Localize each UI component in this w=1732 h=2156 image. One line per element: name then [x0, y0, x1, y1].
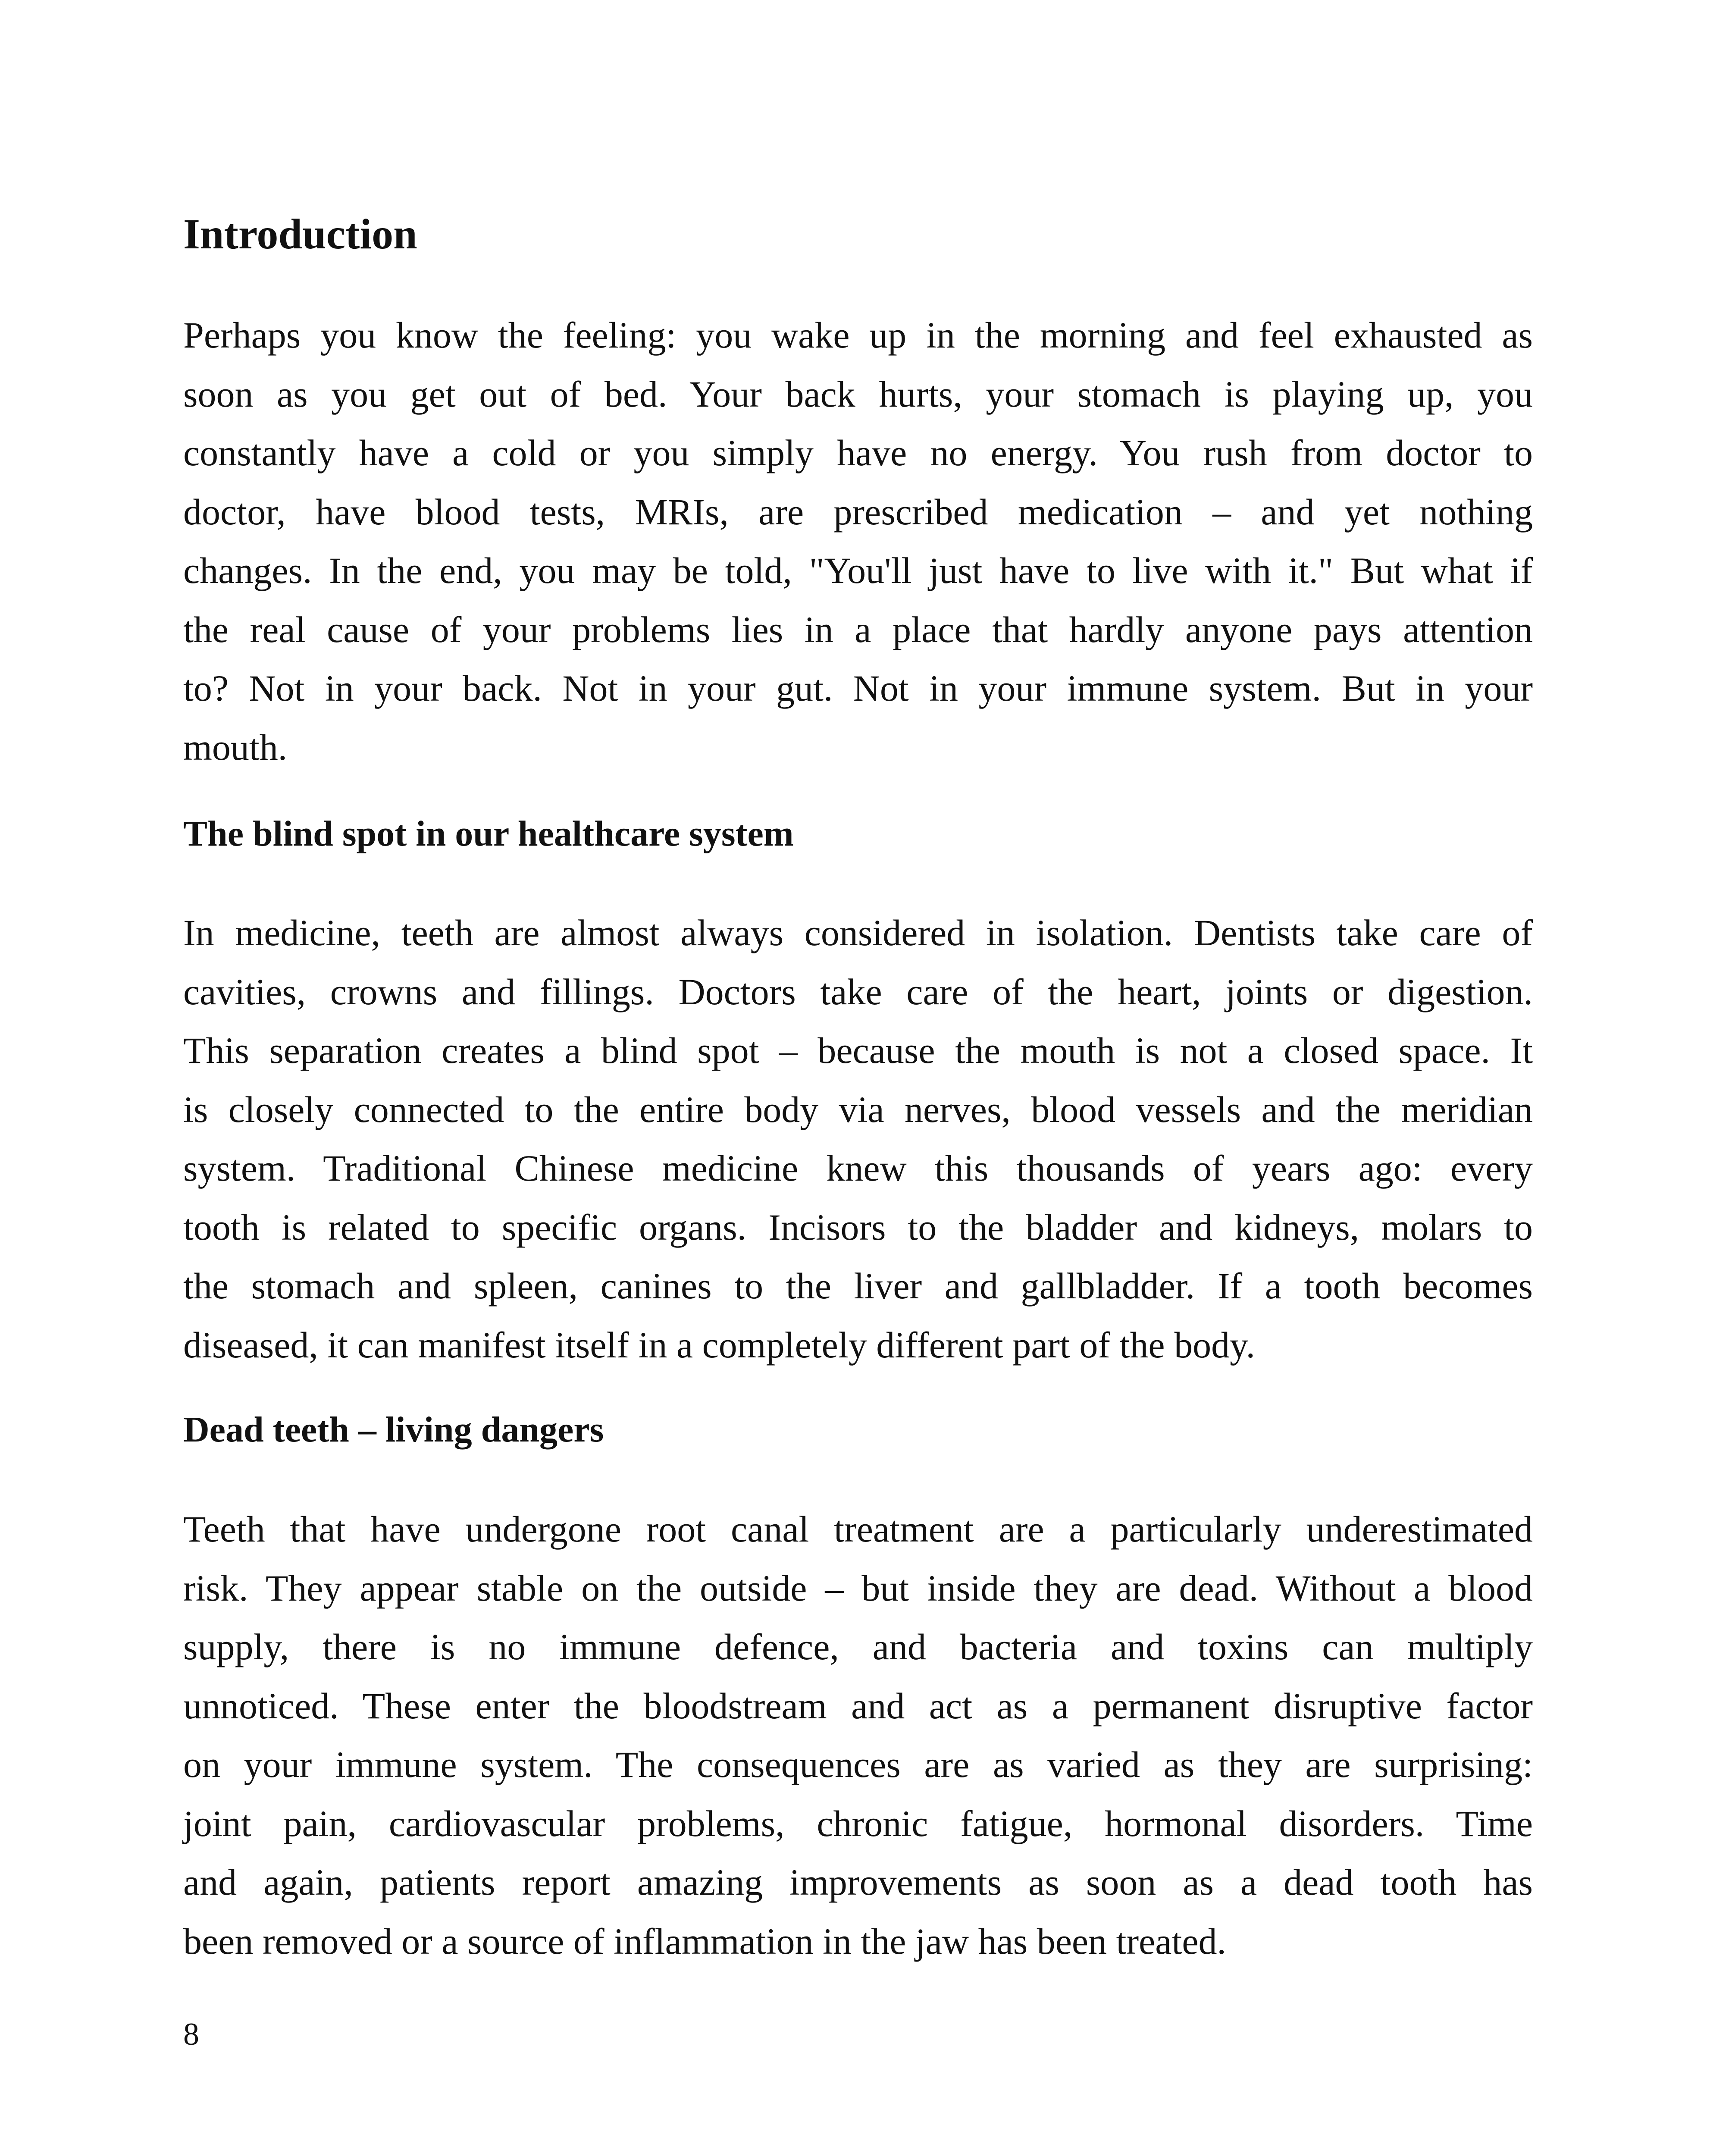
text-line: mouth.	[183, 726, 288, 768]
text-line: In medicine, teeth are almost always considered in isolation. Dentists take care of	[183, 912, 1533, 953]
text-line: on your immune system. The consequences are as varied as they are surprising:	[183, 1744, 1533, 1785]
text-line: changes. In the end, you may be told, "You'll just have to live with it." But what if	[183, 550, 1533, 591]
text-line: soon as you get out of bed. Your back hurts, your stomach is playing up, you	[183, 373, 1533, 415]
text-line: Perhaps you know the feeling: you wake up in the morning and feel exhausted as	[183, 314, 1533, 356]
text-line: been removed or a source of inflammation in the jaw has been treated.	[183, 1920, 1227, 1962]
text-line: the real cause of your problems lies in a place that hardly anyone pays attention	[183, 608, 1533, 650]
paragraph-blind-spot	[183, 903, 1533, 1374]
text-line: is closely connected to the entire body via nerves, blood vessels and the meridian	[183, 1088, 1533, 1130]
text-line: constantly have a cold or you simply have no energy. You rush from doctor to	[183, 432, 1533, 473]
chapter-title: Introduction	[183, 210, 417, 258]
text-line: joint pain, cardiovascular problems, chronic fatigue, hormonal disorders. Time	[183, 1802, 1533, 1844]
text-line: system. Traditional Chinese medicine knew this thousands of years ago: every	[183, 1147, 1533, 1189]
text-line: Teeth that have undergone root canal treatment are a particularly underestimated	[183, 1508, 1533, 1550]
text-line: unnoticed. These enter the bloodstream and act as a permanent disruptive factor	[183, 1685, 1533, 1727]
section-heading-blind-spot: The blind spot in our healthcare system	[183, 814, 794, 854]
page-number: 8	[183, 2017, 199, 2052]
section-heading-dead-teeth: Dead teeth – living dangers	[183, 1410, 604, 1450]
text-line: and again, patients report amazing improvements as soon as a dead tooth has	[183, 1861, 1533, 1903]
text-line: diseased, it can manifest itself in a completely different part of the body.	[183, 1324, 1256, 1366]
text-line: to? Not in your back. Not in your gut. Not in your immune system. But in your	[183, 667, 1533, 709]
text-line: cavities, crowns and fillings. Doctors take care of the heart, joints or digestion.	[183, 971, 1533, 1012]
text-line: This separation creates a blind spot – because the mouth is not a closed space. It	[183, 1030, 1533, 1071]
book-page	[183, 0, 1533, 2156]
text-line: doctor, have blood tests, MRIs, are prescribed medication – and yet nothing	[183, 491, 1533, 533]
paragraph-introduction	[183, 306, 1533, 777]
text-line: risk. They appear stable on the outside – but inside they are dead. Without a blood	[183, 1567, 1533, 1609]
text-line: the stomach and spleen, canines to the liver and gallbladder. If a tooth becomes	[183, 1265, 1533, 1307]
text-line: tooth is related to specific organs. Incisors to the bladder and kidneys, molars to	[183, 1206, 1533, 1248]
paragraph-dead-teeth	[183, 1500, 1533, 1971]
text-line: supply, there is no immune defence, and bacteria and toxins can multiply	[183, 1626, 1533, 1667]
